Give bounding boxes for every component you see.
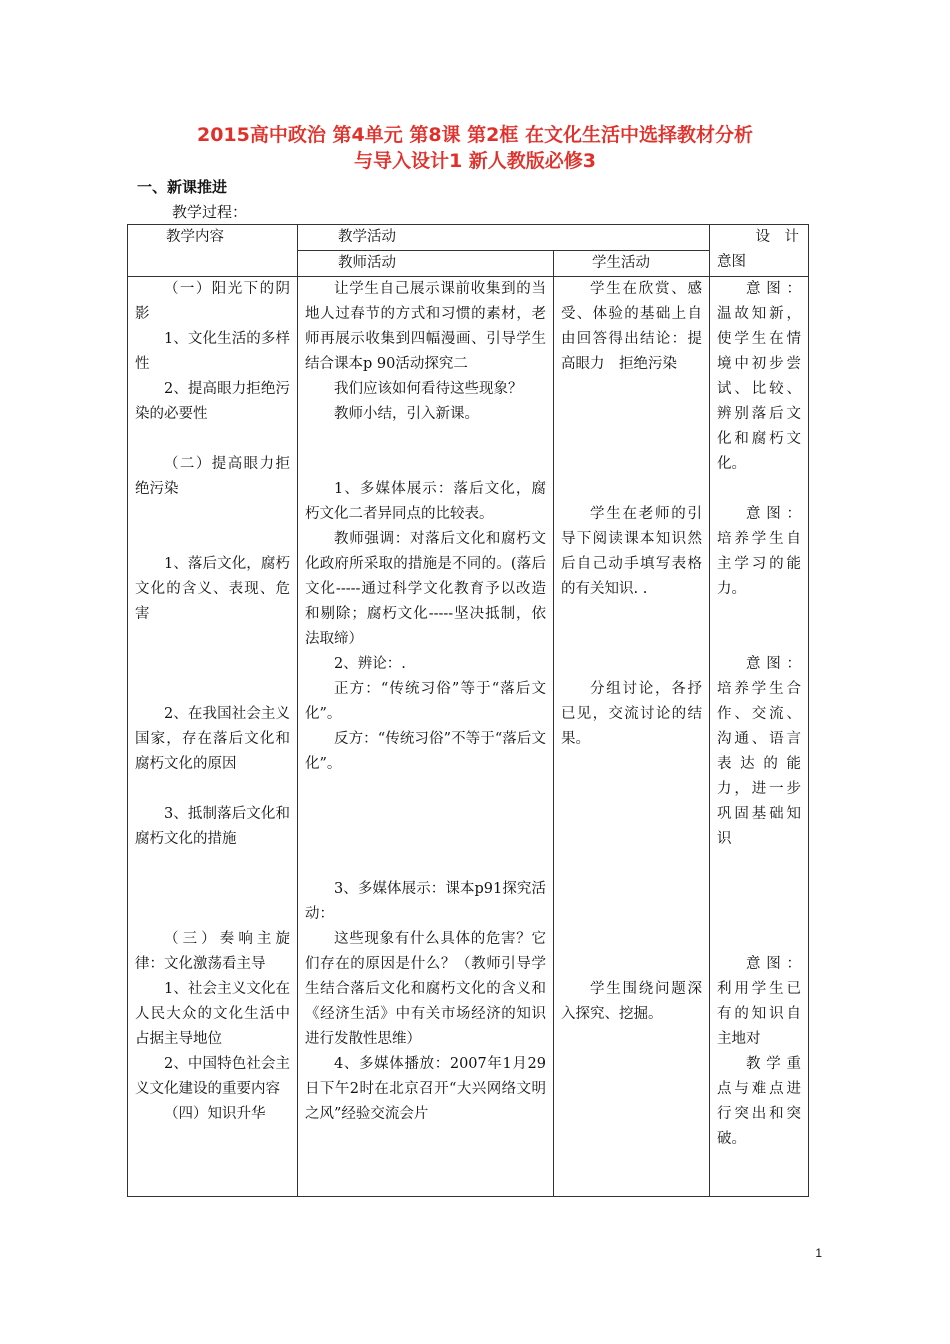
design-item: 意图：培养学生合作、交流、沟通、语言表达的能力，进一步巩固基础知识 bbox=[717, 656, 801, 847]
header-teacher: 教师活动 bbox=[298, 251, 554, 277]
teacher-item: 这些现象有什么具体的危害？它们存在的原因是什么？（教师引导学生结合落后文化和腐朽文化的含义和《经济生活》中有关市场经济的知识进行发散性思维） bbox=[305, 931, 546, 1047]
body-row bbox=[128, 277, 809, 1197]
design-item: 意图：温故知新，使学生在情境中初步尝试、比较、辨别落后文化和腐朽文化。 bbox=[717, 281, 801, 472]
content-item: 1、文化生活的多样性 bbox=[135, 331, 290, 372]
teacher-item: 教师强调：对落后文化和腐朽文化政府所采取的措施是不同的。(落后文化-----通过科学文化教育予以改造和剔除；腐朽文化-----坚决抵制，依法取缔） bbox=[305, 531, 546, 647]
lesson-table bbox=[127, 224, 809, 1197]
header-design-line-1: 设 计 bbox=[755, 229, 799, 245]
teacher-item: 2、辨论：. bbox=[334, 656, 406, 672]
teacher-item: 反方：“传统习俗”不等于“落后文化”。 bbox=[305, 731, 546, 772]
student-item: 分组讨论，各抒已见，交流讨论的结果。 bbox=[561, 681, 702, 747]
teacher-column bbox=[298, 277, 554, 1197]
process-label: 教学过程： bbox=[172, 203, 248, 221]
content-item: 1、落后文化，腐朽文化的含义、表现、危害 bbox=[135, 556, 290, 622]
content-item: 2、提高眼力拒绝污染的必要性 bbox=[135, 381, 290, 422]
design-item: 教学重点与难点进行突出和突破。 bbox=[717, 1056, 801, 1147]
content-item: 2、在我国社会主义国家，存在落后文化和腐朽文化的原因 bbox=[135, 706, 290, 772]
student-column bbox=[554, 277, 710, 1197]
content-item: （一）阳光下的阴影 bbox=[135, 281, 290, 322]
header-design bbox=[710, 225, 809, 277]
document-title bbox=[80, 122, 870, 174]
content-item: （四）知识升华 bbox=[164, 1106, 266, 1122]
header-design-line-2: 意图 bbox=[717, 254, 746, 270]
title-line-1: 2015高中政治 第4单元 第8课 第2框 在文化生活中选择教材分析 bbox=[196, 124, 753, 146]
content-item: （二）提高眼力拒绝污染 bbox=[135, 456, 290, 497]
header-activity: 教学活动 bbox=[298, 225, 710, 251]
teacher-item: 让学生自己展示课前收集到的当地人过春节的方式和习惯的素材，老师再展示收集到四幅漫画、引导学生结合课本p 90活动探究二 bbox=[305, 281, 546, 372]
design-item: 意图：利用学生已有的知识自主地对 bbox=[717, 956, 801, 1047]
teacher-item: 教师小结，引入新课。 bbox=[334, 406, 479, 422]
section-heading: 一、新课推进 bbox=[137, 178, 228, 196]
teacher-item: 我们应该如何看待这些现象？ bbox=[334, 381, 523, 397]
content-column bbox=[128, 277, 298, 1197]
student-item: 学生在欣赏、感受、体验的基础上自由回答得出结论：提高眼力 拒绝污染 bbox=[561, 281, 702, 372]
student-item: 学生在老师的引导下阅读课本知识然后自己动手填写表格的有关知识. . bbox=[561, 506, 702, 597]
title-line-2: 与导入设计1 新人教版必修3 bbox=[353, 150, 597, 172]
page-number: 1 bbox=[815, 1246, 822, 1260]
content-item: 2、中国特色社会主义文化建设的重要内容 bbox=[135, 1056, 290, 1097]
header-content: 教学内容 bbox=[128, 225, 298, 277]
design-column bbox=[710, 277, 809, 1197]
header-row-1 bbox=[128, 225, 809, 251]
content-item: （三）奏响主旋律：文化激荡看主导 bbox=[135, 931, 290, 972]
teacher-item: 1、多媒体展示：落后文化，腐朽文化二者异同点的比较表。 bbox=[305, 481, 546, 522]
header-student: 学生活动 bbox=[554, 251, 710, 277]
teacher-item: 3、多媒体展示：课本p91探究活动： bbox=[305, 881, 546, 922]
teacher-item: 正方：“传统习俗”等于“落后文化”。 bbox=[305, 681, 546, 722]
content-item: 3、抵制落后文化和腐朽文化的措施 bbox=[135, 806, 290, 847]
student-item: 学生围绕问题深入探究、挖掘。 bbox=[561, 981, 702, 1022]
content-item: 1、社会主义文化在人民大众的文化生活中占据主导地位 bbox=[135, 981, 290, 1047]
teacher-item: 4、多媒体播放：2007年1月29日下午2时在北京召开“大兴网络文明之风”经验交流会片 bbox=[305, 1056, 546, 1122]
design-item: 意图：培养学生自主学习的能力。 bbox=[717, 506, 801, 597]
